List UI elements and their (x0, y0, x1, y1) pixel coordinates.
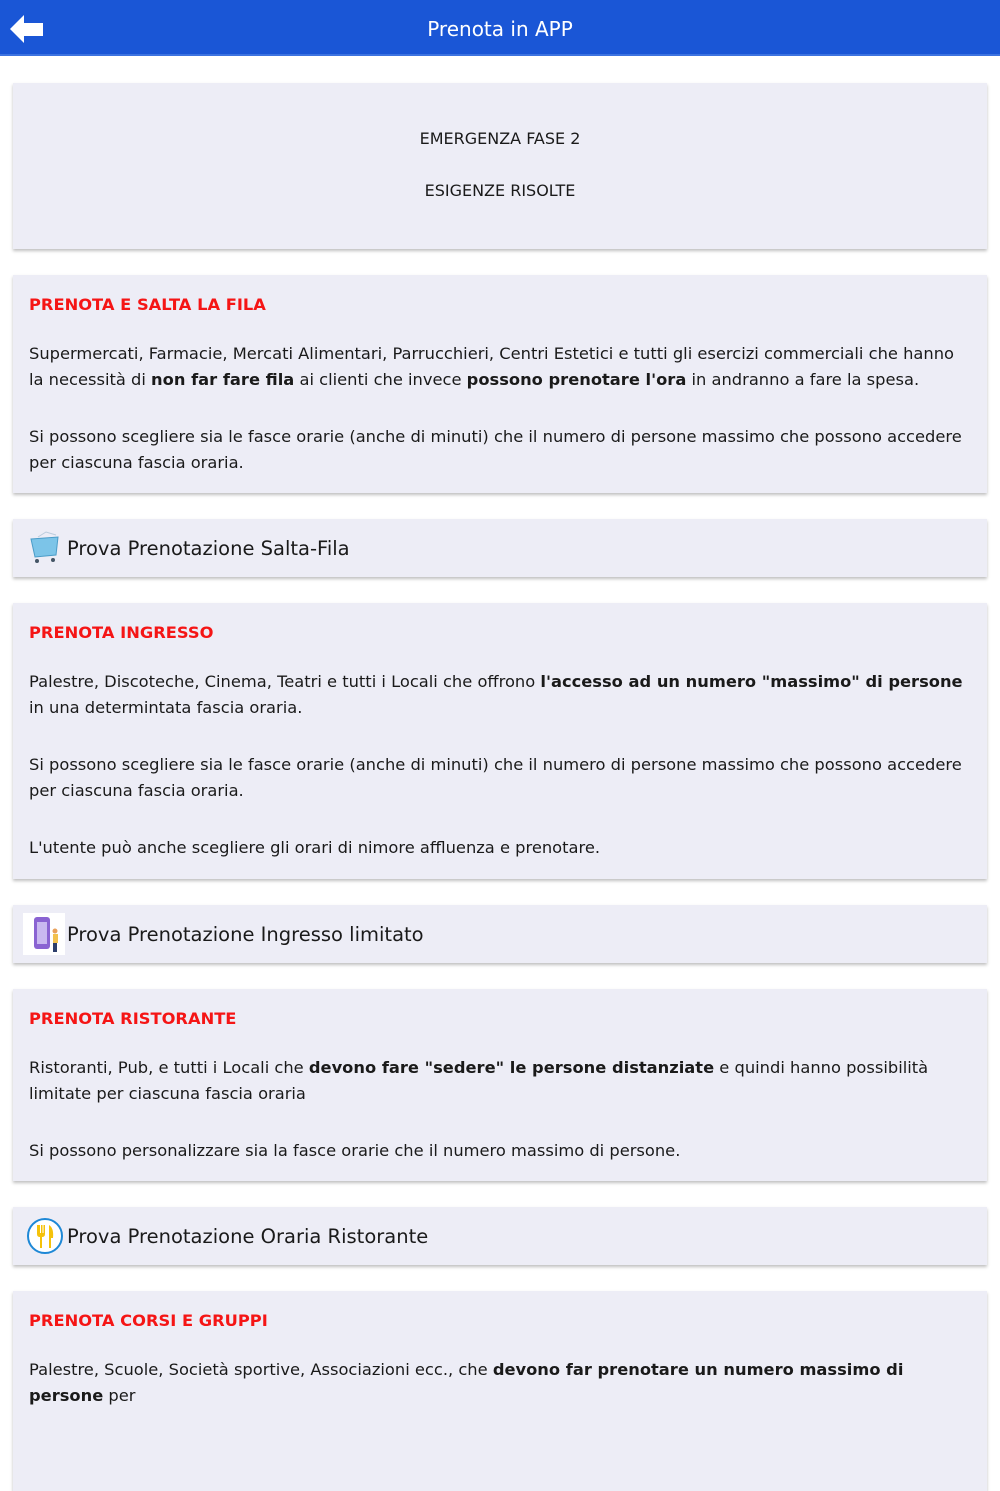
try-ingresso-button[interactable] (13, 905, 987, 963)
intro-card (13, 83, 987, 249)
intro-line-2: ESIGENZE RISOLTE (424, 181, 576, 200)
section-paragraph: Si possono scegliere sia le fasce orarie (anche di minuti) che il numero di persone massimo che possono accedere per ciascuna fascia oraria. (29, 427, 962, 472)
section-title: PRENOTA E SALTA LA FILA (29, 295, 266, 314)
try-ristorante-button[interactable] (13, 1207, 987, 1265)
section-paragraph: Palestre, Scuole, Società sportive, Associazioni ecc., che devono far prenotare un numero massimo di persone per (29, 1360, 904, 1405)
button-label: Prova Prenotazione Ingresso limitato (67, 922, 424, 946)
section-title: PRENOTA INGRESSO (29, 623, 214, 642)
section-paragraph: Ristoranti, Pub, e tutti i Locali che devono fare "sedere" le persone distanziate e quindi hanno possibilità limitate per ciascuna fascia oraria (29, 1058, 929, 1103)
section-paragraph: Palestre, Discoteche, Cinema, Teatri e tutti i Locali che offrono l'accesso ad un numero "massimo" di persone in una determintata fascia oraria. (29, 672, 963, 717)
shopping-cart-icon (25, 527, 65, 569)
button-label: Prova Prenotazione Oraria Ristorante (67, 1224, 429, 1248)
section-paragraph: Supermercati, Farmacie, Mercati Alimentari, Parrucchieri, Centri Estetici e tutti gli esercizi commerciali che hanno la necessità di non far fare fila ai clienti che invece possono prenotare l'ora in andranno a fare la spesa. (29, 344, 954, 389)
intro-line-1: EMERGENZA FASE 2 (419, 129, 581, 148)
section-paragraph: Si possono scegliere sia le fasce orarie (anche di minuti) che il numero di persone massimo che possono accedere per ciascuna fascia oraria. (29, 755, 962, 800)
section-title: PRENOTA CORSI E GRUPPI (29, 1311, 268, 1330)
section-ristorante (13, 989, 987, 1181)
try-salta-fila-button[interactable] (13, 519, 987, 577)
section-salta-fila (13, 275, 987, 493)
page-title: Prenota in APP (427, 17, 573, 41)
app-header (0, 0, 1000, 56)
section-paragraph: Si possono personalizzare sia la fasce orarie che il numero massimo di persone. (29, 1141, 681, 1160)
section-ingresso (13, 603, 987, 879)
phone-person-icon (23, 913, 65, 955)
section-paragraph: L'utente può anche scegliere gli orari di nimore affluenza e prenotare. (29, 838, 601, 857)
section-title: PRENOTA RISTORANTE (29, 1009, 237, 1028)
fork-knife-icon (25, 1215, 65, 1257)
section-corsi-gruppi (13, 1291, 987, 1491)
button-label: Prova Prenotazione Salta-Fila (67, 536, 350, 560)
